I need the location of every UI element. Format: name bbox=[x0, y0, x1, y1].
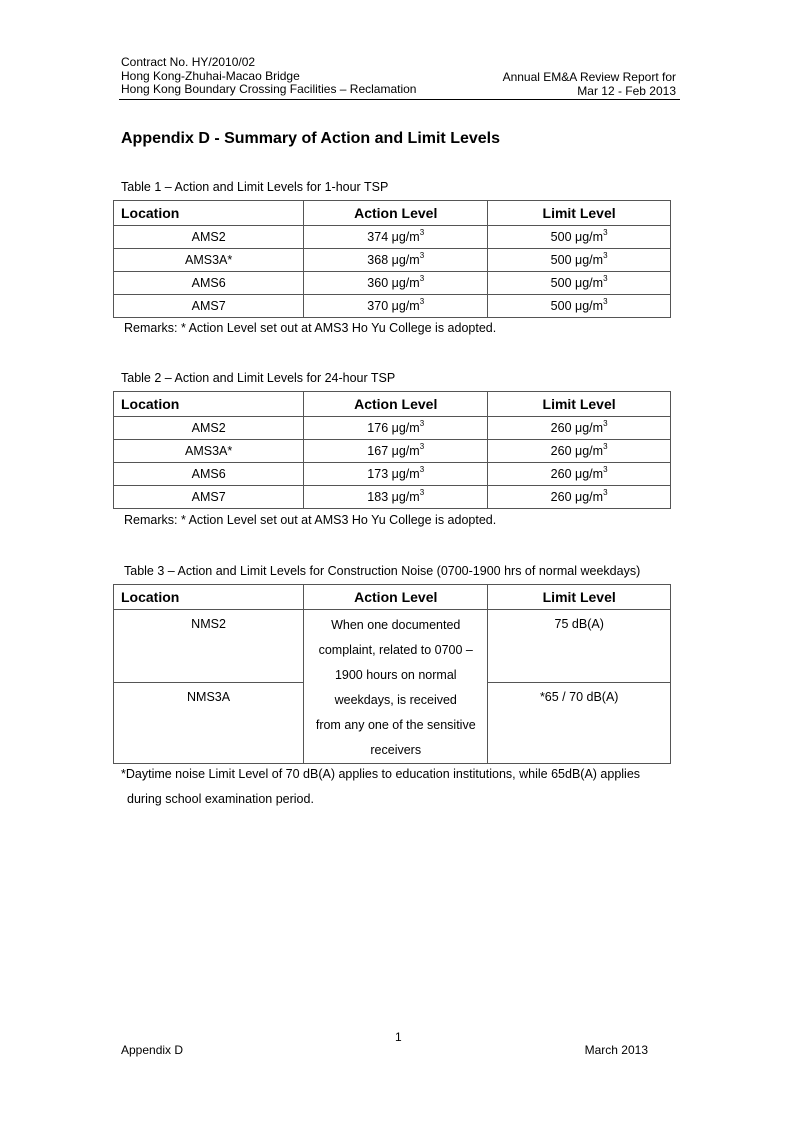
action-cell: 374 $\mu g/m^3$ bbox=[304, 226, 488, 249]
location-cell: NMS2 bbox=[114, 610, 304, 683]
page-title: Appendix D - Summary of Action and Limit Levels bbox=[121, 130, 501, 147]
limit-cell: 75 dB(A) bbox=[488, 610, 671, 683]
header-facility: Hong Kong Boundary Crossing Facilities – Reclamation bbox=[121, 82, 417, 96]
action-cell: 183 $\mu g/m^3$ bbox=[304, 486, 488, 509]
table3-header-location: Location bbox=[114, 585, 304, 610]
limit-cell: 500 $\mu g/m^3$ bbox=[488, 249, 671, 272]
action-line: When one documented bbox=[331, 618, 461, 632]
action-cell: 368 $\mu g/m^3$ bbox=[304, 249, 488, 272]
table2 bbox=[113, 391, 671, 509]
location-cell: NMS3A bbox=[114, 682, 304, 763]
table1-header-location: Location bbox=[114, 201, 304, 226]
table-row bbox=[114, 463, 671, 486]
table2-header-action: Action Level bbox=[304, 392, 488, 417]
table2-header-row bbox=[114, 392, 671, 417]
table-row bbox=[114, 272, 671, 295]
footer-left: Appendix D bbox=[121, 1043, 184, 1057]
table-row bbox=[114, 440, 671, 463]
action-line: from any one of the sensitive bbox=[315, 718, 476, 732]
table3 bbox=[113, 584, 671, 764]
noise-note bbox=[121, 762, 691, 812]
action-cell: 176 $\mu g/m^3$ bbox=[304, 417, 488, 440]
limit-cell: 500 $\mu g/m^3$ bbox=[488, 272, 671, 295]
table1-remark: Remarks: * Action Level set out at AMS3 Ho Yu College is adopted. bbox=[124, 321, 497, 335]
location-cell: AMS2 bbox=[114, 226, 304, 249]
location-cell: AMS7 bbox=[114, 486, 304, 509]
table2-caption: Table 2 – Action and Limit Levels for 24-hour TSP bbox=[121, 371, 396, 385]
limit-cell: 260 $\mu g/m^3$ bbox=[488, 463, 671, 486]
table-row bbox=[114, 295, 671, 318]
location-cell: AMS6 bbox=[114, 463, 304, 486]
header-project: Hong Kong-Zhuhai-Macao Bridge bbox=[121, 68, 300, 83]
action-line: weekdays, is received bbox=[334, 693, 457, 707]
limit-cell: *65 / 70 dB(A) bbox=[488, 682, 671, 763]
note-line-1: *Daytime noise Limit Level of 70 dB(A) applies to education institutions, while 65dB(A) applies bbox=[121, 767, 641, 781]
limit-cell: 500 $\mu g/m^3$ bbox=[488, 295, 671, 318]
table-row bbox=[114, 249, 671, 272]
page-number: 1 bbox=[395, 1030, 402, 1044]
limit-cell: 260 $\mu g/m^3$ bbox=[488, 417, 671, 440]
note-line-2: during school examination period. bbox=[127, 792, 314, 806]
table2-header-limit: Limit Level bbox=[488, 392, 671, 417]
limit-cell: 260 $\mu g/m^3$ bbox=[488, 486, 671, 509]
header-rule bbox=[119, 99, 680, 100]
action-cell: 173 $\mu g/m^3$ bbox=[304, 463, 488, 486]
action-cell: 167 $\mu g/m^3$ bbox=[304, 440, 488, 463]
table3-header-row bbox=[114, 585, 671, 610]
table2-header-location: Location bbox=[114, 392, 304, 417]
location-cell: AMS2 bbox=[114, 417, 304, 440]
table-row bbox=[114, 417, 671, 440]
header-contract: Contract No. HY/2010/02 bbox=[121, 55, 256, 69]
table1 bbox=[113, 200, 671, 318]
limit-cell: 500 $\mu g/m^3$ bbox=[488, 226, 671, 249]
header-period: Mar 12 - Feb 2013 bbox=[577, 83, 676, 98]
table1-header-limit: Limit Level bbox=[488, 201, 671, 226]
table3-header-action: Action Level bbox=[304, 585, 488, 610]
table1-caption: Table 1 – Action and Limit Levels for 1-hour TSP bbox=[121, 180, 389, 194]
table3-header-limit: Limit Level bbox=[488, 585, 671, 610]
location-cell: AMS3A* bbox=[114, 249, 304, 272]
action-line: complaint, related to 0700 – bbox=[318, 643, 473, 657]
table2-remark: Remarks: * Action Level set out at AMS3 Ho Yu College is adopted. bbox=[124, 513, 497, 527]
location-cell: AMS7 bbox=[114, 295, 304, 318]
table1-header-action: Action Level bbox=[304, 201, 488, 226]
header-left bbox=[121, 56, 416, 97]
table1-header-row bbox=[114, 201, 671, 226]
action-cell: 360 $\mu g/m^3$ bbox=[304, 272, 488, 295]
action-line: 1900 hours on normal bbox=[334, 668, 457, 682]
table-row bbox=[114, 610, 671, 683]
action-line: receivers bbox=[370, 743, 422, 757]
limit-cell: 260 $\mu g/m^3$ bbox=[488, 440, 671, 463]
footer-right: March 2013 bbox=[584, 1043, 648, 1057]
header-right bbox=[503, 71, 676, 98]
location-cell: AMS3A* bbox=[114, 440, 304, 463]
action-level-cell bbox=[304, 610, 488, 764]
header-report-title: Annual EM&A Review Report for bbox=[502, 70, 676, 84]
table3-caption: Table 3 – Action and Limit Levels for Construction Noise (0700-1900 hrs of normal weekdays) bbox=[124, 564, 641, 578]
action-cell: 370 $\mu g/m^3$ bbox=[304, 295, 488, 318]
table-row bbox=[114, 486, 671, 509]
location-cell: AMS6 bbox=[114, 272, 304, 295]
table-row bbox=[114, 226, 671, 249]
